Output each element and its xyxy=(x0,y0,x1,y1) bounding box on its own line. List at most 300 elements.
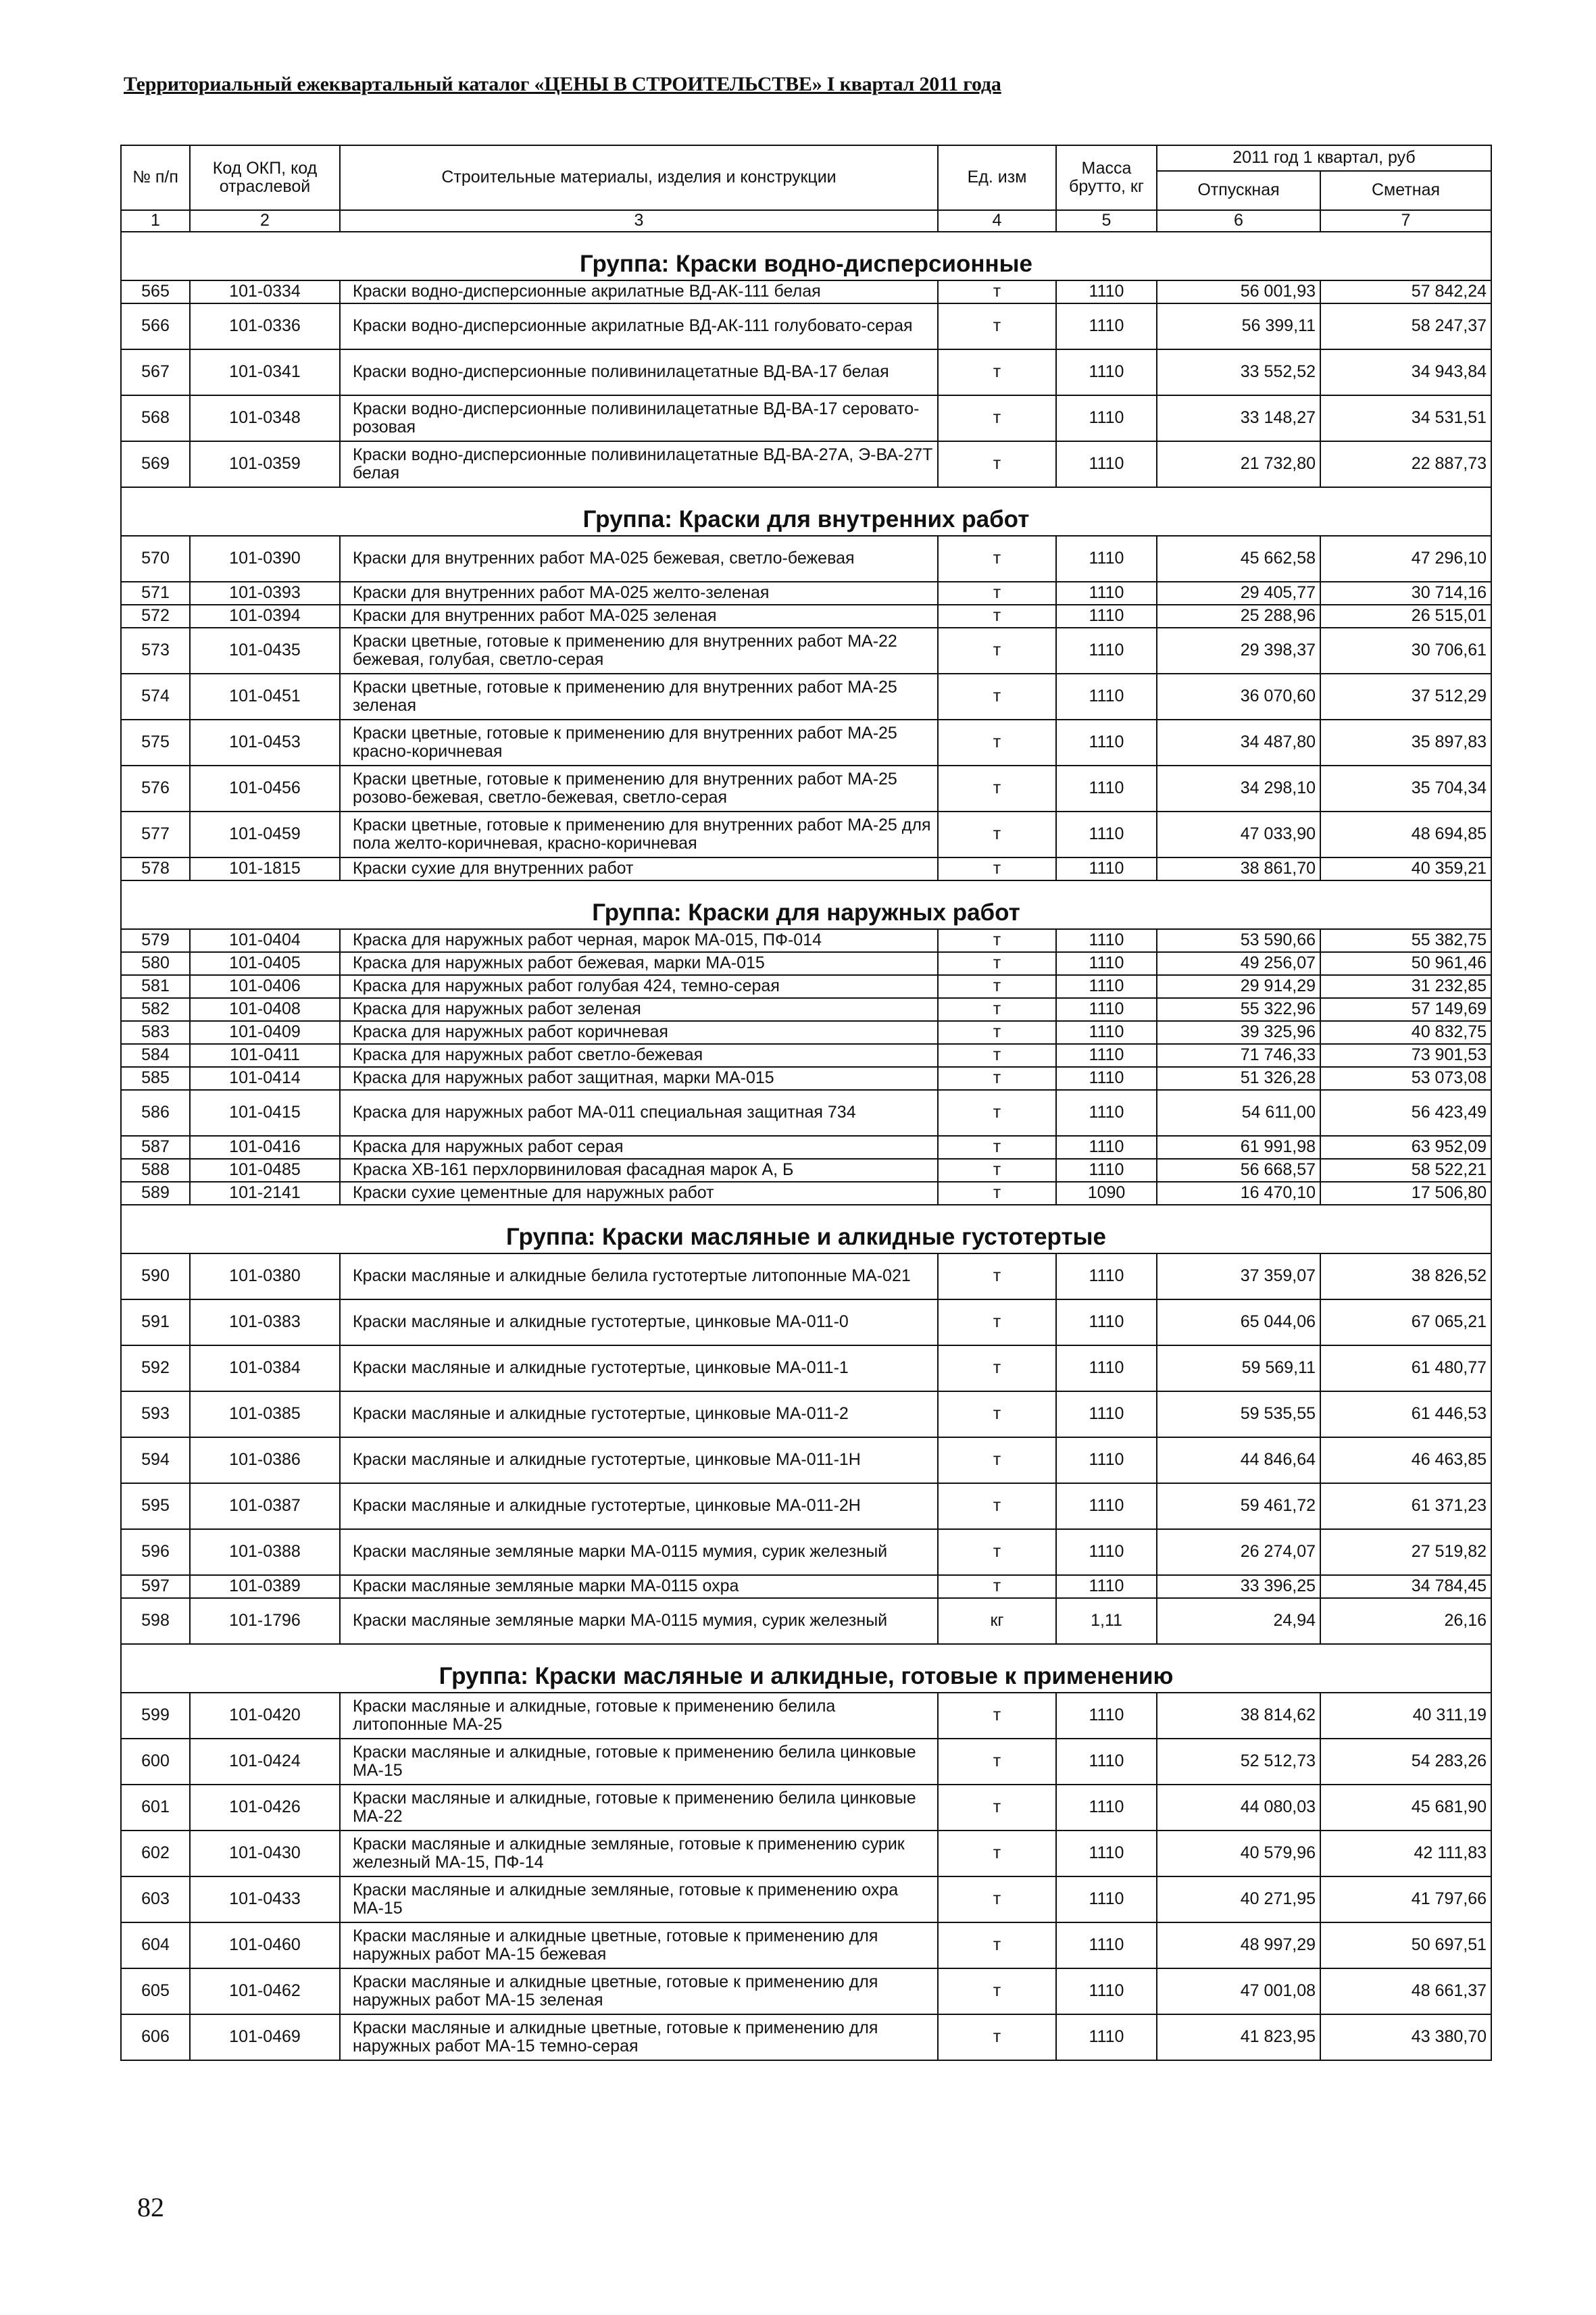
row-code: 101-0430 xyxy=(190,1831,340,1876)
row-number: 566 xyxy=(121,303,190,349)
row-estimate-price: 37 512,29 xyxy=(1320,674,1491,720)
row-code: 101-0388 xyxy=(190,1529,340,1575)
row-estimate-price: 17 506,80 xyxy=(1320,1182,1491,1205)
row-estimate-price: 47 296,10 xyxy=(1320,536,1491,582)
row-release-price: 56 399,11 xyxy=(1157,303,1320,349)
row-unit: т xyxy=(938,1922,1056,1968)
col-header-period: 2011 год 1 квартал, руб xyxy=(1157,145,1491,171)
row-release-price: 71 746,33 xyxy=(1157,1044,1320,1067)
row-number: 604 xyxy=(121,1922,190,1968)
row-code: 101-0386 xyxy=(190,1437,340,1483)
row-estimate-price: 63 952,09 xyxy=(1320,1136,1491,1159)
table-row xyxy=(121,605,1491,628)
row-name: Краски масляные и алкидные цветные, готовые к применению для наружных работ МА-15 зеленая xyxy=(340,1968,938,2014)
col-header-release: Отпускная xyxy=(1157,171,1320,210)
row-code: 101-0384 xyxy=(190,1345,340,1391)
row-name: Краски водно-дисперсионные акрилатные ВД-АК-111 голубовато-серая xyxy=(340,303,938,349)
row-release-price: 29 914,29 xyxy=(1157,975,1320,998)
row-estimate-price: 34 531,51 xyxy=(1320,395,1491,441)
row-number: 578 xyxy=(121,857,190,880)
row-release-price: 24,94 xyxy=(1157,1598,1320,1644)
row-release-price: 55 322,96 xyxy=(1157,998,1320,1021)
row-release-price: 56 668,57 xyxy=(1157,1159,1320,1182)
row-number: 571 xyxy=(121,582,190,605)
row-code: 101-0459 xyxy=(190,812,340,857)
row-code: 101-0387 xyxy=(190,1483,340,1529)
row-code: 101-0380 xyxy=(190,1253,340,1299)
row-release-price: 21 732,80 xyxy=(1157,441,1320,487)
column-index: 7 xyxy=(1320,210,1491,232)
row-name: Краски масляные и алкидные, готовые к применению белила литопонные МА-25 xyxy=(340,1693,938,1739)
row-release-price: 48 997,29 xyxy=(1157,1922,1320,1968)
row-code: 101-0404 xyxy=(190,929,340,952)
row-unit: т xyxy=(938,1159,1056,1182)
row-name: Краски для внутренних работ МА-025 желто-зеленая xyxy=(340,582,938,605)
row-release-price: 59 569,11 xyxy=(1157,1345,1320,1391)
row-unit: т xyxy=(938,349,1056,395)
row-number: 575 xyxy=(121,720,190,766)
row-number: 567 xyxy=(121,349,190,395)
row-estimate-price: 43 380,70 xyxy=(1320,2014,1491,2060)
row-unit: т xyxy=(938,952,1056,975)
table-row xyxy=(121,1391,1491,1437)
row-mass: 1110 xyxy=(1056,1253,1157,1299)
row-release-price: 56 001,93 xyxy=(1157,280,1320,303)
row-code: 101-0390 xyxy=(190,536,340,582)
row-mass: 1110 xyxy=(1056,1785,1157,1831)
row-number: 602 xyxy=(121,1831,190,1876)
row-number: 576 xyxy=(121,766,190,812)
row-code: 101-0409 xyxy=(190,1021,340,1044)
row-code: 101-0408 xyxy=(190,998,340,1021)
row-number: 586 xyxy=(121,1090,190,1136)
row-name: Краски масляные и алкидные земляные, готовые к применению сурик железный МА-15, ПФ-14 xyxy=(340,1831,938,1876)
table-row xyxy=(121,1575,1491,1598)
table-row xyxy=(121,1483,1491,1529)
row-estimate-price: 40 359,21 xyxy=(1320,857,1491,880)
row-mass: 1110 xyxy=(1056,1922,1157,1968)
row-code: 101-0453 xyxy=(190,720,340,766)
row-number: 574 xyxy=(121,674,190,720)
row-mass: 1110 xyxy=(1056,1136,1157,1159)
row-unit: т xyxy=(938,998,1056,1021)
row-release-price: 51 326,28 xyxy=(1157,1067,1320,1090)
row-code: 101-0414 xyxy=(190,1067,340,1090)
row-estimate-price: 53 073,08 xyxy=(1320,1067,1491,1090)
row-name: Краски масляные и алкидные густотертые, цинковые МА-011-1 xyxy=(340,1345,938,1391)
row-unit: т xyxy=(938,1575,1056,1598)
row-estimate-price: 34 784,45 xyxy=(1320,1575,1491,1598)
row-estimate-price: 45 681,90 xyxy=(1320,1785,1491,1831)
row-mass: 1110 xyxy=(1056,1090,1157,1136)
row-release-price: 41 823,95 xyxy=(1157,2014,1320,2060)
row-code: 101-0411 xyxy=(190,1044,340,1067)
table-row xyxy=(121,395,1491,441)
row-number: 584 xyxy=(121,1044,190,1067)
row-name: Краски цветные, готовые к применению для внутренних работ МА-25 красно-коричневая xyxy=(340,720,938,766)
row-unit: т xyxy=(938,1739,1056,1785)
group-header-row xyxy=(121,880,1491,929)
row-name: Краски сухие цементные для наружных работ xyxy=(340,1182,938,1205)
row-number: 583 xyxy=(121,1021,190,1044)
row-unit: т xyxy=(938,1968,1056,2014)
table-row xyxy=(121,2014,1491,2060)
row-estimate-price: 30 706,61 xyxy=(1320,628,1491,674)
table-row xyxy=(121,1968,1491,2014)
row-mass: 1110 xyxy=(1056,582,1157,605)
row-number: 592 xyxy=(121,1345,190,1391)
row-mass: 1110 xyxy=(1056,812,1157,857)
row-mass: 1110 xyxy=(1056,998,1157,1021)
column-index-row xyxy=(121,210,1491,232)
row-release-price: 53 590,66 xyxy=(1157,929,1320,952)
page-number: 82 xyxy=(137,2192,164,2222)
row-number: 572 xyxy=(121,605,190,628)
row-code: 101-0424 xyxy=(190,1739,340,1785)
row-unit: кг xyxy=(938,1598,1056,1644)
row-unit: т xyxy=(938,582,1056,605)
row-estimate-price: 57 149,69 xyxy=(1320,998,1491,1021)
row-mass: 1110 xyxy=(1056,1345,1157,1391)
row-name: Краски масляные и алкидные белила густотертые литопонные МА-021 xyxy=(340,1253,938,1299)
table-row xyxy=(121,1299,1491,1345)
row-number: 596 xyxy=(121,1529,190,1575)
row-number: 573 xyxy=(121,628,190,674)
table-row xyxy=(121,1693,1491,1739)
row-estimate-price: 50 697,51 xyxy=(1320,1922,1491,1968)
row-release-price: 65 044,06 xyxy=(1157,1299,1320,1345)
row-unit: т xyxy=(938,1529,1056,1575)
row-code: 101-0359 xyxy=(190,441,340,487)
row-number: 589 xyxy=(121,1182,190,1205)
row-number: 594 xyxy=(121,1437,190,1483)
row-name: Краски масляные и алкидные густотертые, цинковые МА-011-2Н xyxy=(340,1483,938,1529)
row-mass: 1110 xyxy=(1056,280,1157,303)
row-number: 600 xyxy=(121,1739,190,1785)
row-mass: 1110 xyxy=(1056,1876,1157,1922)
row-number: 595 xyxy=(121,1483,190,1529)
row-unit: т xyxy=(938,1391,1056,1437)
row-unit: т xyxy=(938,605,1056,628)
row-name: Краски водно-дисперсионные поливинилацетатные ВД-ВА-27А, Э-ВА-27Т белая xyxy=(340,441,938,487)
row-mass: 1110 xyxy=(1056,628,1157,674)
row-code: 101-0393 xyxy=(190,582,340,605)
row-number: 590 xyxy=(121,1253,190,1299)
row-number: 591 xyxy=(121,1299,190,1345)
row-release-price: 44 080,03 xyxy=(1157,1785,1320,1831)
row-name: Краски масляные и алкидные, готовые к применению белила цинковые МА-15 xyxy=(340,1739,938,1785)
row-number: 570 xyxy=(121,536,190,582)
row-mass: 1110 xyxy=(1056,952,1157,975)
row-estimate-price: 58 522,21 xyxy=(1320,1159,1491,1182)
table-row xyxy=(121,1044,1491,1067)
row-mass: 1110 xyxy=(1056,1575,1157,1598)
price-table xyxy=(120,145,1492,2061)
row-mass: 1110 xyxy=(1056,1299,1157,1345)
table-row xyxy=(121,628,1491,674)
row-mass: 1110 xyxy=(1056,1021,1157,1044)
row-code: 101-0341 xyxy=(190,349,340,395)
row-mass: 1110 xyxy=(1056,929,1157,952)
row-name: Краски масляные и алкидные цветные, готовые к применению для наружных работ МА-15 бежевая xyxy=(340,1922,938,1968)
row-code: 101-0451 xyxy=(190,674,340,720)
row-release-price: 47 001,08 xyxy=(1157,1968,1320,2014)
table-row xyxy=(121,1136,1491,1159)
row-number: 599 xyxy=(121,1693,190,1739)
row-unit: т xyxy=(938,2014,1056,2060)
row-release-price: 16 470,10 xyxy=(1157,1182,1320,1205)
column-index: 2 xyxy=(190,210,340,232)
row-number: 585 xyxy=(121,1067,190,1090)
row-release-price: 59 461,72 xyxy=(1157,1483,1320,1529)
row-unit: т xyxy=(938,628,1056,674)
row-name: Краски водно-дисперсионные поливинилацетатные ВД-ВА-17 серовато-розовая xyxy=(340,395,938,441)
row-unit: т xyxy=(938,929,1056,952)
row-unit: т xyxy=(938,441,1056,487)
table-row xyxy=(121,1437,1491,1483)
row-number: 588 xyxy=(121,1159,190,1182)
row-estimate-price: 48 694,85 xyxy=(1320,812,1491,857)
table-row xyxy=(121,1067,1491,1090)
row-mass: 1110 xyxy=(1056,1391,1157,1437)
table-row xyxy=(121,766,1491,812)
row-code: 101-0406 xyxy=(190,975,340,998)
row-code: 101-0435 xyxy=(190,628,340,674)
row-code: 101-1796 xyxy=(190,1598,340,1644)
table-row xyxy=(121,857,1491,880)
row-name: Краска для наружных работ зеленая xyxy=(340,998,938,1021)
col-header-mass: Масса брутто, кг xyxy=(1056,145,1157,210)
row-release-price: 33 396,25 xyxy=(1157,1575,1320,1598)
row-number: 603 xyxy=(121,1876,190,1922)
row-code: 101-0389 xyxy=(190,1575,340,1598)
row-number: 593 xyxy=(121,1391,190,1437)
table-row xyxy=(121,1785,1491,1831)
row-release-price: 25 288,96 xyxy=(1157,605,1320,628)
row-estimate-price: 27 519,82 xyxy=(1320,1529,1491,1575)
row-number: 577 xyxy=(121,812,190,857)
row-estimate-price: 22 887,73 xyxy=(1320,441,1491,487)
row-number: 606 xyxy=(121,2014,190,2060)
row-estimate-price: 58 247,37 xyxy=(1320,303,1491,349)
row-mass: 1110 xyxy=(1056,720,1157,766)
row-name: Краски масляные и алкидные густотертые, цинковые МА-011-1Н xyxy=(340,1437,938,1483)
row-mass: 1110 xyxy=(1056,536,1157,582)
row-name: Краски цветные, готовые к применению для внутренних работ МА-25 зеленая xyxy=(340,674,938,720)
row-release-price: 61 991,98 xyxy=(1157,1136,1320,1159)
row-mass: 1110 xyxy=(1056,1437,1157,1483)
table-row xyxy=(121,303,1491,349)
table-row xyxy=(121,1253,1491,1299)
row-unit: т xyxy=(938,536,1056,582)
row-name: Краска для наружных работ черная, марок МА-015, ПФ-014 xyxy=(340,929,938,952)
row-release-price: 36 070,60 xyxy=(1157,674,1320,720)
table-row xyxy=(121,441,1491,487)
row-mass: 1110 xyxy=(1056,349,1157,395)
row-name: Краски водно-дисперсионные акрилатные ВД-АК-111 белая xyxy=(340,280,938,303)
row-name: Краски масляные земляные марки МА-0115 охра xyxy=(340,1575,938,1598)
row-unit: т xyxy=(938,1345,1056,1391)
row-name: Краска для наружных работ серая xyxy=(340,1136,938,1159)
row-estimate-price: 55 382,75 xyxy=(1320,929,1491,952)
group-title: Группа: Краски для наружных работ xyxy=(121,880,1491,929)
row-name: Краски масляные и алкидные густотертые, цинковые МА-011-0 xyxy=(340,1299,938,1345)
group-header-row xyxy=(121,232,1491,280)
row-unit: т xyxy=(938,1483,1056,1529)
row-estimate-price: 26,16 xyxy=(1320,1598,1491,1644)
table-row xyxy=(121,1159,1491,1182)
row-estimate-price: 38 826,52 xyxy=(1320,1253,1491,1299)
row-release-price: 39 325,96 xyxy=(1157,1021,1320,1044)
column-index: 6 xyxy=(1157,210,1320,232)
row-code: 101-0469 xyxy=(190,2014,340,2060)
row-name: Краски для внутренних работ МА-025 зеленая xyxy=(340,605,938,628)
row-estimate-price: 42 111,83 xyxy=(1320,1831,1491,1876)
row-unit: т xyxy=(938,1876,1056,1922)
row-mass: 1110 xyxy=(1056,1739,1157,1785)
row-number: 601 xyxy=(121,1785,190,1831)
row-release-price: 29 405,77 xyxy=(1157,582,1320,605)
table-body xyxy=(121,232,1491,2060)
row-code: 101-0426 xyxy=(190,1785,340,1831)
row-number: 582 xyxy=(121,998,190,1021)
row-number: 598 xyxy=(121,1598,190,1644)
row-name: Краски для внутренних работ МА-025 бежевая, светло-бежевая xyxy=(340,536,938,582)
row-unit: т xyxy=(938,1299,1056,1345)
row-unit: т xyxy=(938,303,1056,349)
row-unit: т xyxy=(938,766,1056,812)
row-mass: 1110 xyxy=(1056,857,1157,880)
row-code: 101-0460 xyxy=(190,1922,340,1968)
col-header-name: Строительные материалы, изделия и конструкции xyxy=(340,145,938,210)
row-code: 101-0336 xyxy=(190,303,340,349)
group-title: Группа: Краски масляные и алкидные густотертые xyxy=(121,1205,1491,1253)
row-release-price: 26 274,07 xyxy=(1157,1529,1320,1575)
table-row xyxy=(121,720,1491,766)
row-number: 587 xyxy=(121,1136,190,1159)
table-row xyxy=(121,1021,1491,1044)
table-row xyxy=(121,1922,1491,1968)
row-estimate-price: 48 661,37 xyxy=(1320,1968,1491,2014)
row-mass: 1110 xyxy=(1056,1968,1157,2014)
row-mass: 1110 xyxy=(1056,1483,1157,1529)
row-code: 101-0394 xyxy=(190,605,340,628)
row-mass: 1110 xyxy=(1056,2014,1157,2060)
table-row xyxy=(121,952,1491,975)
row-estimate-price: 26 515,01 xyxy=(1320,605,1491,628)
row-estimate-price: 34 943,84 xyxy=(1320,349,1491,395)
row-number: 569 xyxy=(121,441,190,487)
row-number: 565 xyxy=(121,280,190,303)
row-unit: т xyxy=(938,674,1056,720)
table-row xyxy=(121,1529,1491,1575)
col-header-code: Код ОКП, код отраслевой xyxy=(190,145,340,210)
row-unit: т xyxy=(938,1437,1056,1483)
row-mass: 1110 xyxy=(1056,1067,1157,1090)
row-mass: 1110 xyxy=(1056,1529,1157,1575)
table-row xyxy=(121,929,1491,952)
row-code: 101-0433 xyxy=(190,1876,340,1922)
row-unit: т xyxy=(938,1067,1056,1090)
row-mass: 1110 xyxy=(1056,1693,1157,1739)
table-row xyxy=(121,1831,1491,1876)
row-release-price: 54 611,00 xyxy=(1157,1090,1320,1136)
row-release-price: 44 846,64 xyxy=(1157,1437,1320,1483)
table-row xyxy=(121,975,1491,998)
row-mass: 1090 xyxy=(1056,1182,1157,1205)
group-header-row xyxy=(121,1644,1491,1693)
row-number: 597 xyxy=(121,1575,190,1598)
table-header xyxy=(121,145,1491,232)
row-mass: 1110 xyxy=(1056,1044,1157,1067)
col-header-estimate: Сметная xyxy=(1320,171,1491,210)
table-row xyxy=(121,1090,1491,1136)
row-unit: т xyxy=(938,857,1056,880)
row-unit: т xyxy=(938,280,1056,303)
row-unit: т xyxy=(938,1136,1056,1159)
row-release-price: 49 256,07 xyxy=(1157,952,1320,975)
row-unit: т xyxy=(938,1182,1056,1205)
group-title: Группа: Краски для внутренних работ xyxy=(121,487,1491,536)
row-release-price: 52 512,73 xyxy=(1157,1739,1320,1785)
row-mass: 1110 xyxy=(1056,395,1157,441)
table-row xyxy=(121,674,1491,720)
row-name: Краски масляные и алкидные густотертые, цинковые МА-011-2 xyxy=(340,1391,938,1437)
row-name: Краски сухие для внутренних работ xyxy=(340,857,938,880)
row-name: Краски цветные, готовые к применению для внутренних работ МА-25 розово-бежевая, светло-бежевая, светло-серая xyxy=(340,766,938,812)
row-name: Краски цветные, готовые к применению для внутренних работ МА-22 бежевая, голубая, светло-серая xyxy=(340,628,938,674)
row-code: 101-2141 xyxy=(190,1182,340,1205)
row-name: Краска ХВ-161 перхлорвиниловая фасадная марок А, Б xyxy=(340,1159,938,1182)
row-estimate-price: 35 704,34 xyxy=(1320,766,1491,812)
table-row xyxy=(121,1598,1491,1644)
row-estimate-price: 54 283,26 xyxy=(1320,1739,1491,1785)
row-release-price: 34 298,10 xyxy=(1157,766,1320,812)
row-unit: т xyxy=(938,1021,1056,1044)
row-unit: т xyxy=(938,1831,1056,1876)
row-name: Краски водно-дисперсионные поливинилацетатные ВД-ВА-17 белая xyxy=(340,349,938,395)
row-mass: 1,11 xyxy=(1056,1598,1157,1644)
row-code: 101-0405 xyxy=(190,952,340,975)
col-header-num: № п/п xyxy=(121,145,190,210)
row-estimate-price: 31 232,85 xyxy=(1320,975,1491,998)
row-estimate-price: 73 901,53 xyxy=(1320,1044,1491,1067)
row-unit: т xyxy=(938,1090,1056,1136)
row-name: Краска для наружных работ голубая 424, темно-серая xyxy=(340,975,938,998)
row-mass: 1110 xyxy=(1056,605,1157,628)
row-mass: 1110 xyxy=(1056,766,1157,812)
row-release-price: 33 552,52 xyxy=(1157,349,1320,395)
row-code: 101-0348 xyxy=(190,395,340,441)
row-estimate-price: 46 463,85 xyxy=(1320,1437,1491,1483)
row-release-price: 38 861,70 xyxy=(1157,857,1320,880)
row-code: 101-0456 xyxy=(190,766,340,812)
row-unit: т xyxy=(938,720,1056,766)
row-estimate-price: 40 311,19 xyxy=(1320,1693,1491,1739)
row-release-price: 40 579,96 xyxy=(1157,1831,1320,1876)
row-mass: 1110 xyxy=(1056,303,1157,349)
row-release-price: 34 487,80 xyxy=(1157,720,1320,766)
row-number: 580 xyxy=(121,952,190,975)
row-estimate-price: 30 714,16 xyxy=(1320,582,1491,605)
row-name: Краска для наружных работ МА-011 специальная защитная 734 xyxy=(340,1090,938,1136)
row-estimate-price: 67 065,21 xyxy=(1320,1299,1491,1345)
table-row xyxy=(121,582,1491,605)
row-name: Краски масляные и алкидные, готовые к применению белила цинковые МА-22 xyxy=(340,1785,938,1831)
row-number: 579 xyxy=(121,929,190,952)
row-estimate-price: 50 961,46 xyxy=(1320,952,1491,975)
row-name: Краски цветные, готовые к применению для внутренних работ МА-25 для пола желто-коричневая, красно-коричневая xyxy=(340,812,938,857)
